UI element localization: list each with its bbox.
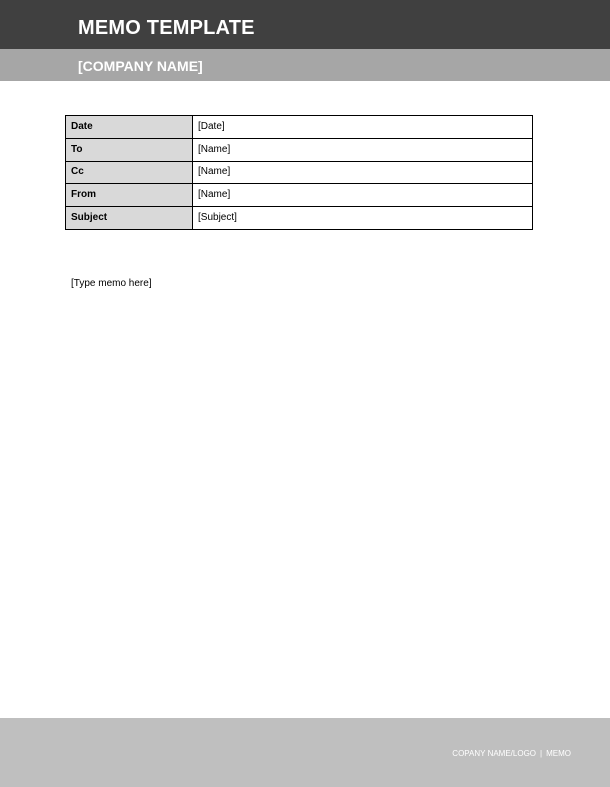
cc-field[interactable]: [Name] — [193, 161, 533, 184]
from-field[interactable]: [Name] — [193, 184, 533, 207]
memo-header-table — [65, 115, 533, 230]
footer-doc-type: MEMO — [546, 749, 571, 758]
footer-separator: | — [540, 749, 543, 758]
date-field[interactable]: [Date] — [193, 116, 533, 139]
to-label: To — [66, 138, 193, 161]
to-field[interactable]: [Name] — [193, 138, 533, 161]
title-band — [0, 0, 610, 49]
subject-label: Subject — [66, 207, 193, 230]
table-row-subject — [66, 207, 533, 230]
company-band — [0, 49, 610, 81]
from-label: From — [66, 184, 193, 207]
company-name[interactable]: [COMPANY NAME] — [78, 58, 203, 74]
table-row-to — [66, 138, 533, 161]
table-row-date — [66, 116, 533, 139]
table-row-from — [66, 184, 533, 207]
footer-band — [0, 718, 610, 787]
footer-company-logo: COPANY NAME/LOGO — [452, 749, 537, 758]
table-row-cc — [66, 161, 533, 184]
footer-text — [452, 749, 571, 759]
memo-title: MEMO TEMPLATE — [78, 17, 255, 39]
subject-field[interactable]: [Subject] — [193, 207, 533, 230]
cc-label: Cc — [66, 161, 193, 184]
memo-body[interactable]: [Type memo here] — [71, 278, 152, 289]
date-label: Date — [66, 116, 193, 139]
